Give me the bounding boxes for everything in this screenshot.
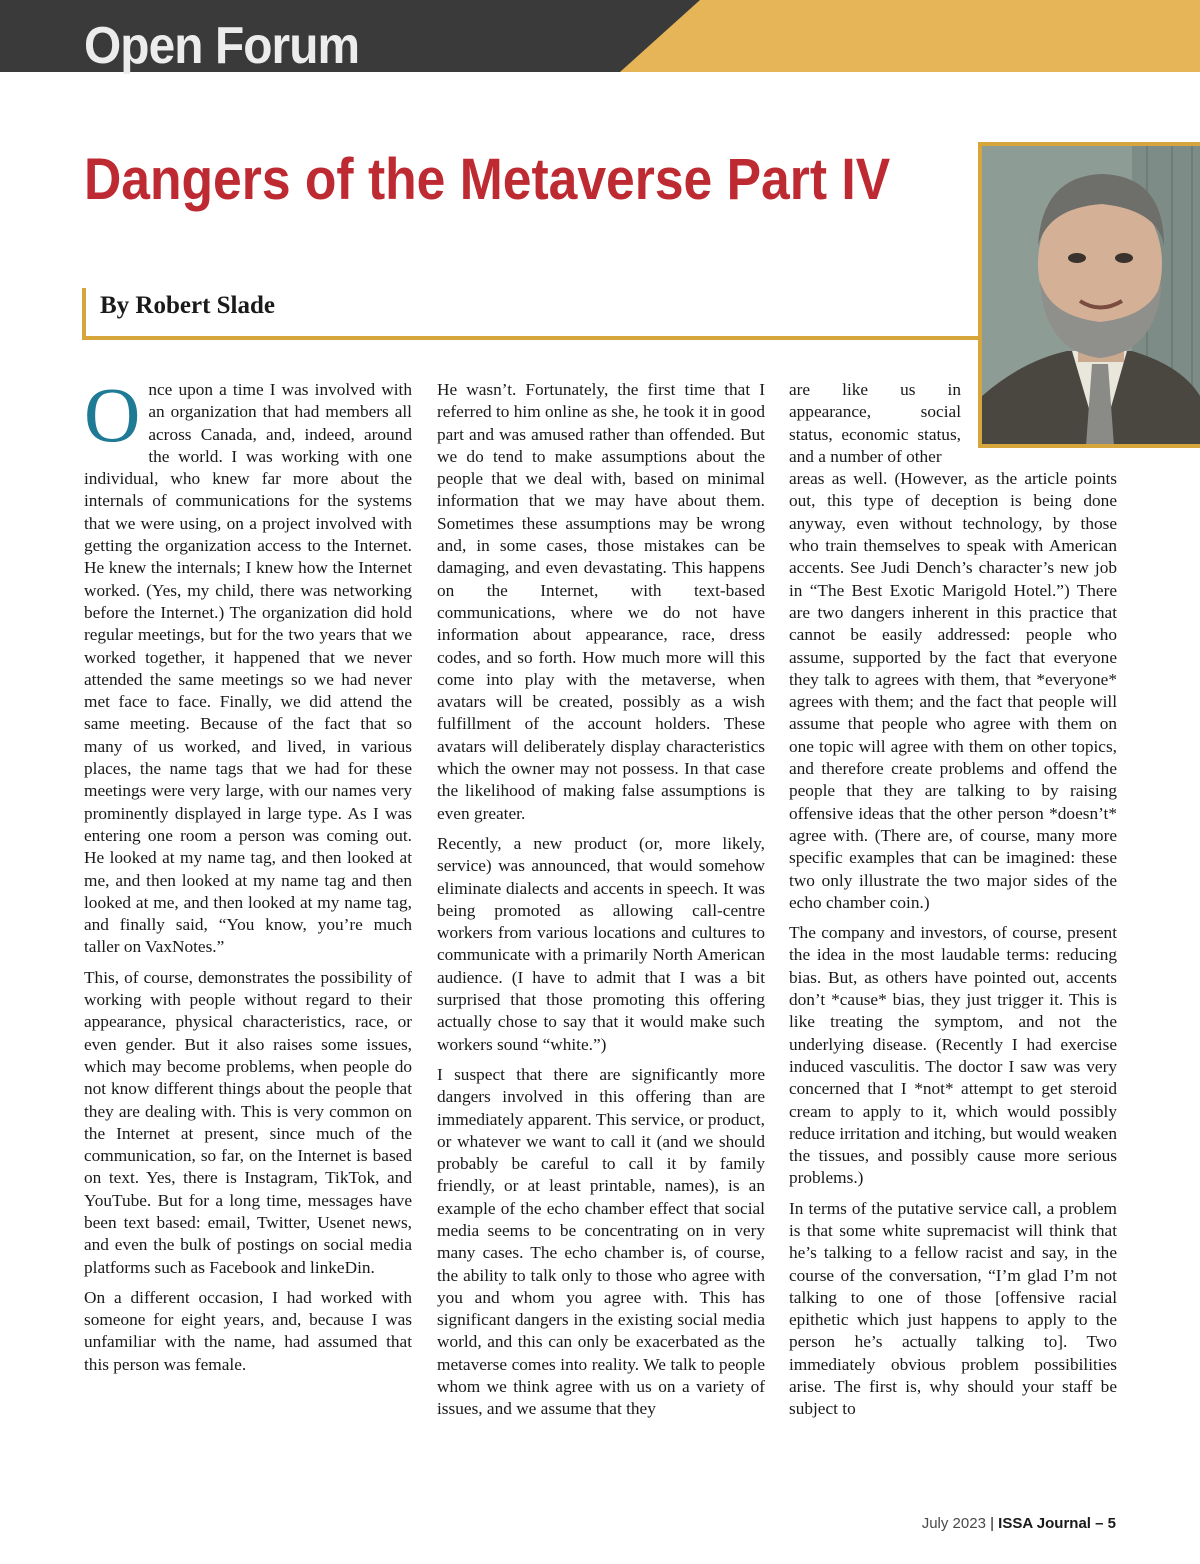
paragraph-text: areas as well. (However, as the article points out, this type of deception is being done anyway, even without technology, by those who train themselves to speak with American accents. See Judi Dench’s character’s new job in “The Best Exotic Marigold Hotel.”) There are two dangers inherent in this practice that cannot be easily addressed: people who assume, supported by the fact that everyone they talk to agrees with them, that *everyone* agrees with them; and the fact that people will assume that people who agree with them on one topic will agree with them on other topics, and therefore create problems and offend the people that they are talking to by raising offensive ideas that the other person *doesn’t* agree with. (There are, of course, many more specific examples that can be imagined: these two only illustrate the two major sides of the echo chamber coin.) (789, 469, 1117, 912)
journal-page: ISSA Journal – 5 (998, 1515, 1116, 1532)
article-column-2 (437, 379, 765, 1429)
paragraph: On a different occasion, I had worked with someone for eight years, and, because I was unfamiliar with the name, had assumed that this person was female. (84, 1287, 412, 1374)
issue-date: July 2023 (921, 1515, 986, 1532)
article-title: Dangers of the Metaverse Part IV (84, 147, 891, 212)
footer-separator: | (990, 1515, 994, 1532)
byline: By Robert Slade (100, 292, 275, 319)
article-column-3 (789, 379, 1117, 1429)
paragraph: This, of course, demonstrates the possibility of working with people without regard to their appearance, physical characteristics, race, or even gender. But it also raises some issues, which may become problems, when people do not know different things about the people that they are dealing with. This is very common on the Internet at present, since much of the communication, so far, on the Internet is based on text. Yes, there is Instagram, TikTok, and YouTube. But for a long time, messages have been text based: email, Twitter, Usenet news, and even the bulk of postings on social media platforms such as Facebook and linkeDin. (84, 967, 412, 1277)
byline-rule-vertical (82, 288, 86, 340)
paragraph: The company and investors, of course, present the idea in the most laudable terms: reducing bias. But, as others have pointed out, accents don’t *cause* bias, they just trigger it. This is like treating the symptom, and not the underlying disease. (Recently I had exercise induced vasculitis. The doctor I saw was very concerned that I *not* attempt to get steroid cream to apply to it, which would possibly reduce irritation and itching, but would weaken the tissues, and possibly cause more serious problems.) (789, 923, 1117, 1188)
paragraph (789, 379, 1117, 914)
paragraph: Recently, a new product (or, more likely, service) was announced, that would somehow eliminate dialects and accents in speech. It was being promoted as allowing call-centre workers from various locations and cultures to communicate with a primarily North American audience. (I have to admit that I was a bit surprised that those promoting this offering actually chose to say that it would make such workers sound “white.”) (437, 833, 765, 1054)
paragraph-text-narrow: are like us in appearance, social status, economic status, and a number of other (789, 380, 961, 466)
paragraph: I suspect that there are significantly more dangers involved in this offering than are immediately apparent. This service, or product, or whatever we want to call it (and we should probably be careful to call it by family friendly, or at least printable, names), is an example of the echo chamber effect that social media seems to be concentrating on in very many cases. The echo chamber is, of course, the ability to talk only to those who agree with you and whom you agree with. This has significant dangers in the existing social media world, and this can only be exacerbated as the metaverse comes into reality. We talk to people whom we think agree with us on a variety of issues, and we assume that they (437, 1064, 765, 1419)
paragraph: He wasn’t. Fortunately, the first time that I referred to him online as she, he took it in good part and was amused rather than offended. But we do tend to make assumptions about the people that we deal with, based on minimal information that we may have about them. Sometimes these assumptions may be wrong and, in some cases, those mistakes can be damaging, and even devastating. This happens on the Internet, with text-based communications, where we do not have information about appearance, race, dress codes, and so forth. How much more will this come into play with the metaverse, when avatars will be created, possibly as a wish fulfillment of the account holders. These avatars will deliberately display characteristics which the owner may not possess. In that case the likelihood of making false assumptions is even greater. (437, 380, 765, 823)
section-title: Open Forum (84, 17, 360, 75)
paragraph (84, 371, 412, 959)
byline-rule-horizontal (82, 336, 982, 340)
article-column-1 (84, 371, 412, 1384)
paragraph-text: nce upon a time I was involved with an organization that had members all across Canada, and, indeed, around the world. I was working with one individual, who knew far more about the internals of communications for the systems that we were using, on a project involved with getting the organization access to the Internet. He knew the internals; I knew how the Internet worked. (Yes, my child, there was networking before the Internet.) The organization did hold regular meetings, but for the two years that we worked together, it happened that we never attended the same meetings so we had never met face to face. Finally, we did attend the same meeting. Because of the fact that so many of us worked, and lived, in various places, the name tags that we had for these meetings were very large, with our names very prominently displayed in large type. As I was entering one room a person was coming out. He looked at my name tag, and then looked at me, and then looked at my name tag and then looked at me, and then looked at my name tag, and finally said, “You know, you’re much taller on VaxNotes.” (84, 380, 412, 957)
paragraph: In terms of the putative service call, a problem is that some white supremacist will think that he’s talking to a fellow racist and say, in the course of the conversation, “I’m glad I’m not talking to one of those [offensive racial epithetic which just happens to apply to the person he’s actually talking to]. Two immediately obvious problem possibilities arise. The first is, why should your staff be subject to (789, 1198, 1117, 1419)
page-footer (922, 1514, 1116, 1534)
drop-cap: O (84, 371, 141, 458)
